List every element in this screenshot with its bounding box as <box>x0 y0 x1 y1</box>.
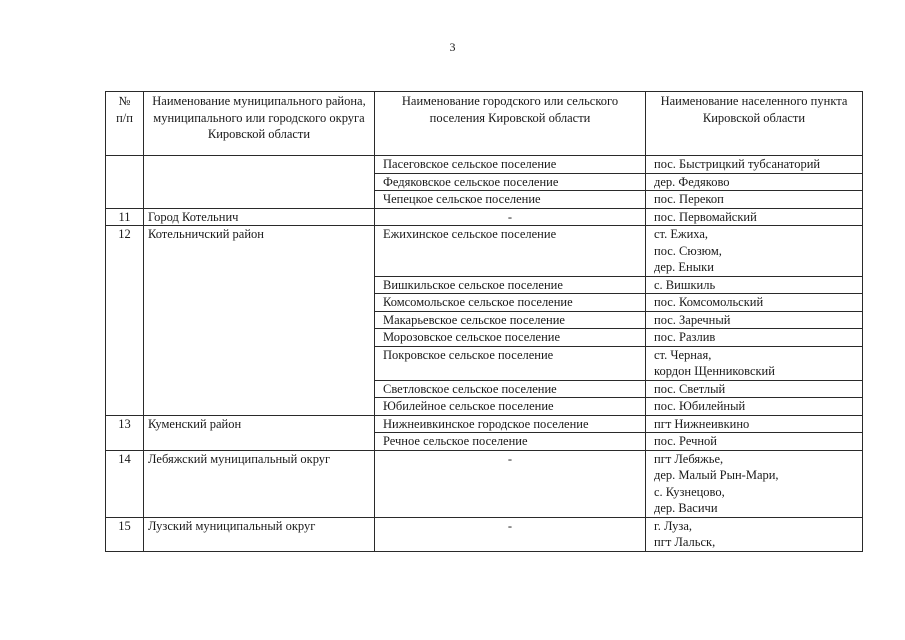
row-num: 13 <box>106 415 144 450</box>
row-settlement: Нижнеивкинское городское поселение <box>375 415 646 433</box>
table-row <box>106 156 863 174</box>
row-settlement: Макарьевское сельское поселение <box>375 311 646 329</box>
table-row <box>106 415 863 433</box>
municipalities-table <box>105 91 863 552</box>
table-header-row <box>106 92 863 156</box>
row-locality: пос. Комсомольский <box>646 294 863 312</box>
row-settlement: Морозовское сельское поселение <box>375 329 646 347</box>
row-num: 14 <box>106 450 144 517</box>
row-settlement: Юбилейное сельское поселение <box>375 398 646 416</box>
row-locality: с. Вишкиль <box>646 276 863 294</box>
row-num: 11 <box>106 208 144 226</box>
row-district: Куменский район <box>144 415 375 450</box>
row-district: Лебяжский муниципальный округ <box>144 450 375 517</box>
row-district: Лузский муниципальный округ <box>144 517 375 551</box>
row-settlement: Пасеговское сельское поселение <box>375 156 646 174</box>
row-num: 15 <box>106 517 144 551</box>
row-locality: пос. Светлый <box>646 380 863 398</box>
row-locality: пос. Юбилейный <box>646 398 863 416</box>
row-num <box>106 156 144 209</box>
row-district: Город Котельнич <box>144 208 375 226</box>
row-locality: пос. Перекоп <box>646 191 863 209</box>
row-locality: дер. Федяково <box>646 173 863 191</box>
row-num: 12 <box>106 226 144 416</box>
header-num: № п/п <box>106 92 144 156</box>
row-locality: пос. Заречный <box>646 311 863 329</box>
row-district: Котельничский район <box>144 226 375 416</box>
row-locality: пос. Речной <box>646 433 863 451</box>
row-settlement: Вишкильское сельское поселение <box>375 276 646 294</box>
row-locality: ст. Черная, кордон Щенниковский <box>646 346 863 380</box>
row-settlement: Комсомольское сельское поселение <box>375 294 646 312</box>
row-settlement: Светловское сельское поселение <box>375 380 646 398</box>
header-locality: Наименование населенного пункта Кировской области <box>646 92 863 156</box>
row-district <box>144 156 375 209</box>
row-locality: пгт Лебяжье, дер. Малый Рын-Мари, с. Кузнецово, дер. Васичи <box>646 450 863 517</box>
row-settlement: Федяковское сельское поселение <box>375 173 646 191</box>
row-settlement: Покровское сельское поселение <box>375 346 646 380</box>
row-locality: пос. Быстрицкий тубсанаторий <box>646 156 863 174</box>
row-settlement: Чепецкое сельское поселение <box>375 191 646 209</box>
row-locality: пгт Нижнеивкино <box>646 415 863 433</box>
header-settlement: Наименование городского или сельского поселения Кировской области <box>375 92 646 156</box>
table-row <box>106 517 863 551</box>
row-locality: пос. Первомайский <box>646 208 863 226</box>
table-row <box>106 226 863 277</box>
row-settlement: Речное сельское поселение <box>375 433 646 451</box>
header-district: Наименование муниципального района, муниципального или городского округа Кировской области <box>144 92 375 156</box>
table-row <box>106 208 863 226</box>
row-locality: пос. Разлив <box>646 329 863 347</box>
page-number: 3 <box>449 40 456 54</box>
row-settlement: - <box>375 208 646 226</box>
row-settlement: Ежихинское сельское поселение <box>375 226 646 277</box>
row-locality: ст. Ежиха, пос. Сюзюм, дер. Еныки <box>646 226 863 277</box>
table-row <box>106 450 863 517</box>
row-locality: г. Луза, пгт Лальск, <box>646 517 863 551</box>
row-settlement: - <box>375 450 646 517</box>
row-settlement: - <box>375 517 646 551</box>
